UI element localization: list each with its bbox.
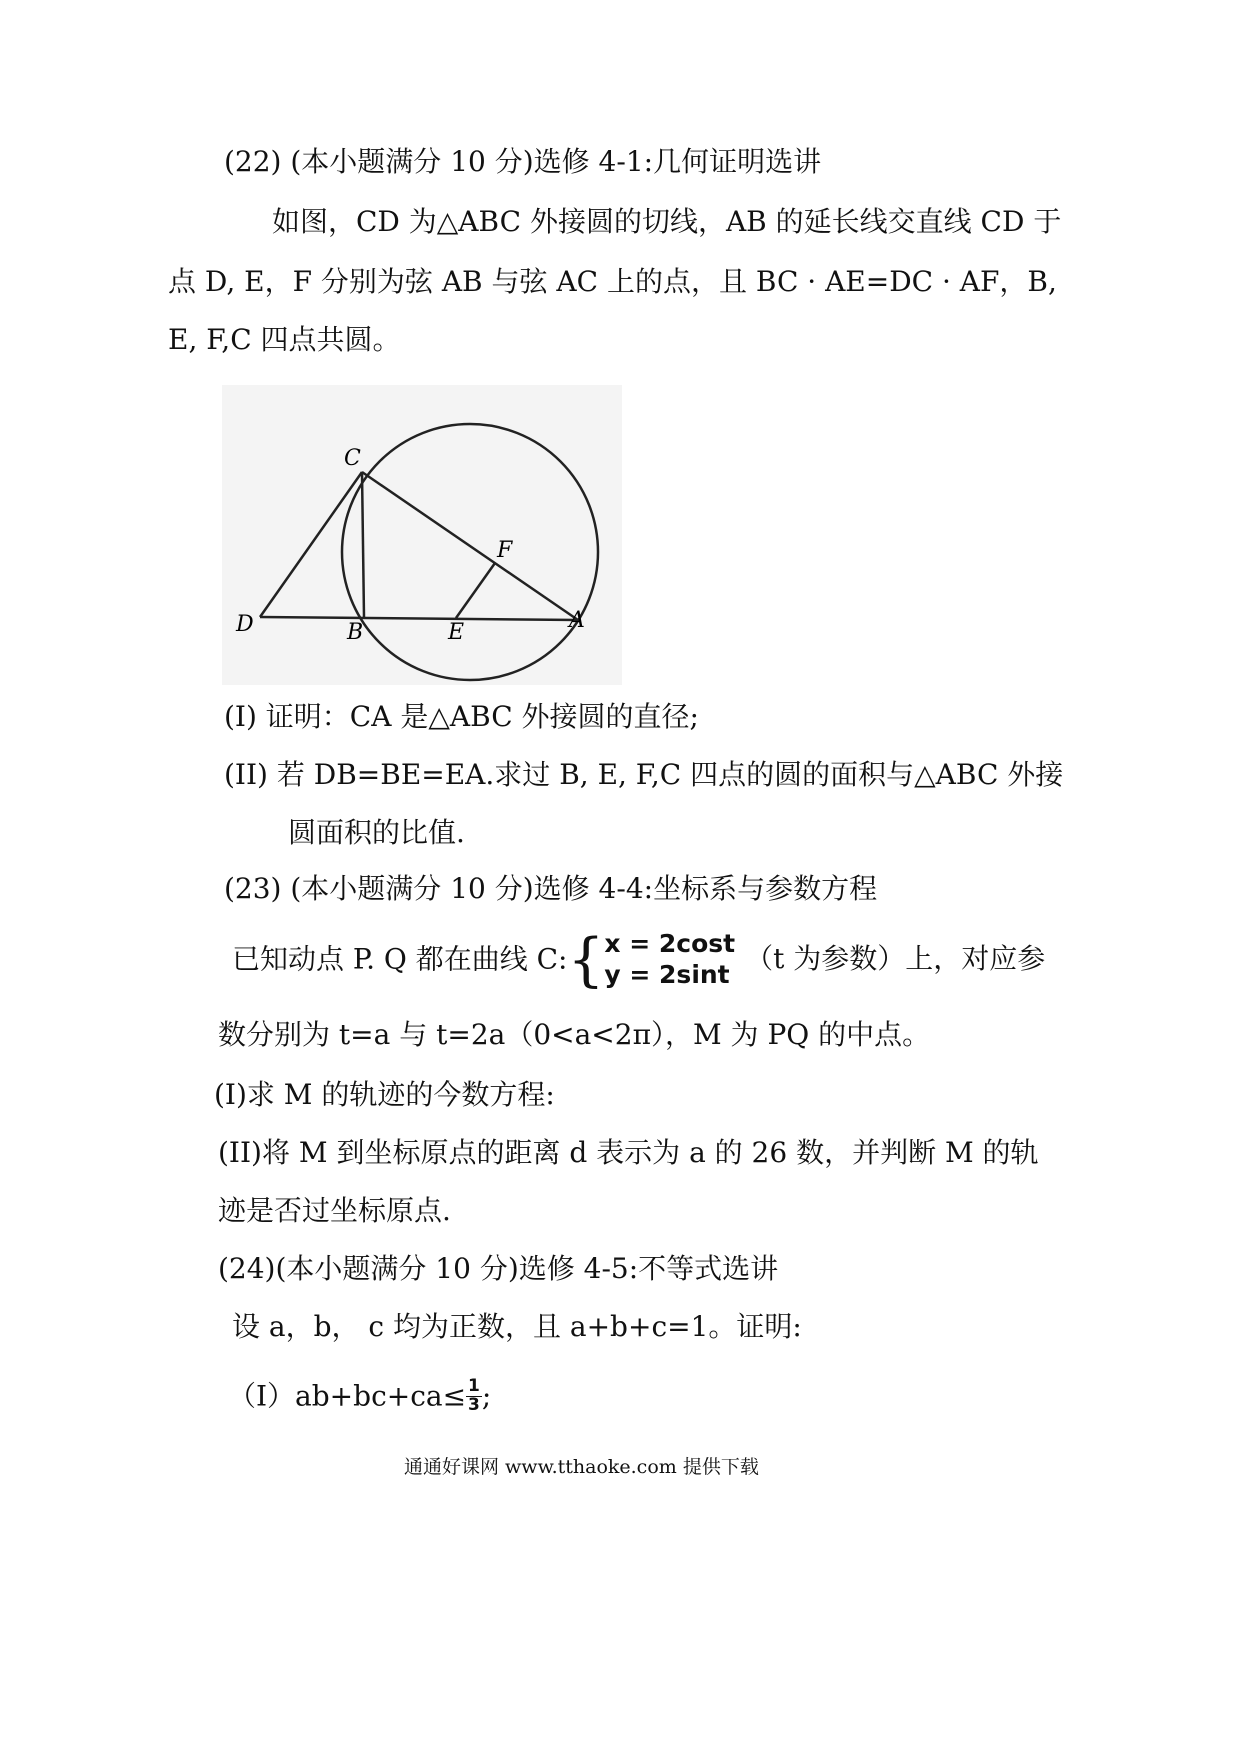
q22-text-line1: 如图，CD 为△ABC 外接圆的切线，AB 的延长线交直线 CD 于 — [272, 205, 1062, 238]
q23-part1: (I)求 M 的轨迹的今数方程: — [214, 1078, 555, 1111]
fraction-one-third — [466, 1378, 482, 1415]
q23-text-line1-pre: 已知动点 P. Q 都在曲线 C: — [232, 942, 568, 976]
system-brace: { — [567, 925, 605, 994]
label-E: E — [448, 620, 465, 645]
q23-text-line1-post: （t 为参数）上，对应参 — [745, 942, 1046, 976]
q23-part2-line1: (II)将 M 到坐标原点的距离 d 表示为 a 的 26 数，并判断 M 的轨 — [218, 1136, 1039, 1169]
q24-part1-post: ; — [481, 1379, 492, 1413]
q24-header: (24)(本小题满分 10 分)选修 4-5:不等式选讲 — [218, 1252, 779, 1285]
q24-part1-pre: （Ⅰ）ab+bc+ca≤ — [228, 1379, 467, 1413]
eq-y: y = 2sint — [604, 960, 730, 990]
q22-part2-line2: 圆面积的比值. — [288, 816, 465, 849]
label-D: D — [236, 612, 254, 637]
q22-text-line2: 点 D, E，F 分别为弦 AB 与弦 AC 上的点，且 BC · AE=DC · AF，B, — [168, 265, 1057, 298]
page-footer: 通通好课网 www.tthaoke.com 提供下载 — [404, 1456, 759, 1478]
label-A: A — [569, 608, 585, 633]
q23-text-line2: 数分别为 t=a 与 t=2a（0<a<2π），M 为 PQ 的中点。 — [218, 1018, 931, 1051]
q24-text-line1: 设 a，b， c 均为正数，且 a+b+c=1。证明: — [232, 1310, 802, 1343]
q22-part1: (I) 证明：CA 是△ABC 外接圆的直径; — [224, 700, 699, 733]
q22-text-line3: E, F,C 四点共圆。 — [168, 323, 401, 356]
eq-x: x = 2cost — [604, 929, 736, 958]
parametric-system — [604, 928, 735, 991]
label-B: B — [347, 620, 364, 645]
q22-part2-line1: (II) 若 DB=BE=EA.求过 B, E, F,C 四点的圆的面积与△ABC 外接 — [224, 758, 1064, 791]
geometry-figure — [222, 385, 622, 685]
label-C: C — [344, 446, 361, 471]
q23-part2-line2: 迹是否过坐标原点. — [218, 1194, 451, 1227]
q24-part1 — [228, 1378, 491, 1415]
fraction-numerator: 1 — [468, 1376, 480, 1397]
q23-header: (23) (本小题满分 10 分)选修 4-4:坐标系与参数方程 — [224, 872, 878, 905]
fraction-denominator: 3 — [468, 1395, 480, 1415]
label-F: F — [497, 538, 513, 563]
q23-text-line1 — [232, 925, 1046, 994]
q22-header: (22) (本小题满分 10 分)选修 4-1:几何证明选讲 — [224, 145, 822, 178]
